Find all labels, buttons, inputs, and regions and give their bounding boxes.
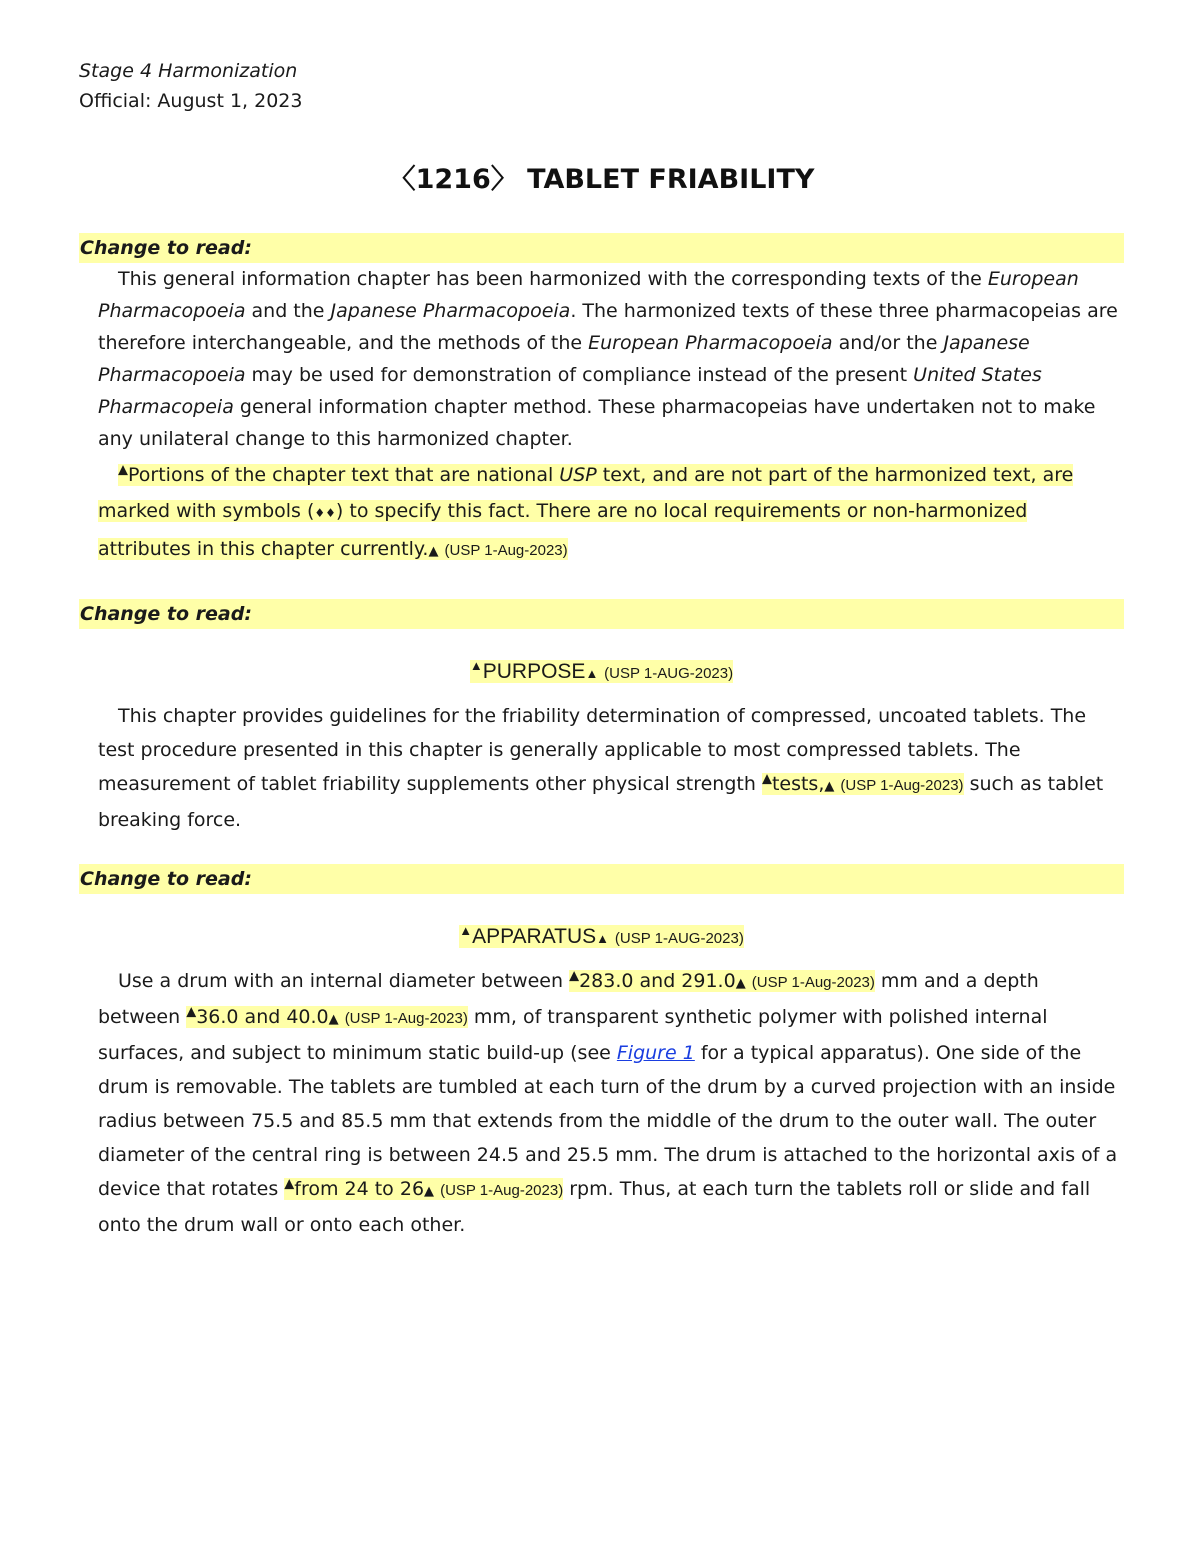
triangle-icon: ▲: [186, 1004, 197, 1020]
diamond-icon: ♦♦: [314, 506, 336, 520]
triangle-icon: ▲: [328, 1012, 339, 1027]
change-to-read-label: Change to read:: [79, 233, 1124, 263]
usp-reference: (USP 1-AUG-2023): [604, 665, 734, 682]
usp-reference: (USP 1-Aug-2023): [444, 542, 568, 559]
triangle-icon: ▲: [735, 976, 746, 991]
triangle-icon: ▲: [118, 462, 128, 478]
usp-reference: (USP 1-Aug-2023): [751, 974, 875, 991]
usp-reference: (USP 1-Aug-2023): [440, 1182, 564, 1199]
national-text-paragraph: ▲Portions of the chapter text that are national USP text, and are not part of the harmonized text, are marked with symbols (♦♦) to specify this fact. There are no local requirements or non-harmonized attributes in this chapter currently.▲ (USP 1-Aug-2023): [98, 462, 1074, 560]
apparatus-heading: ▲APPARATUS▲ (USP 1-AUG-2023): [459, 923, 744, 948]
triangle-icon: ▲: [585, 666, 599, 681]
triangle-icon: ▲: [424, 1184, 435, 1199]
triangle-icon: ▲: [569, 968, 580, 984]
intro-paragraph: This general information chapter has been harmonized with the corresponding texts of the European Pharmacopoeia and the Japanese Pharmacopoeia. The harmonized texts of these three pharmacopeias are therefore interchangeable, and the methods of the European Pharmacopoeia and/or the Japanese Pharmacopoeia may be used for demonstration of compliance instead of the present United States Pharmacopeia general information chapter method. These pharmacopeias have undertaken not to make any unilateral change to this harmonized chapter.: [98, 268, 1118, 450]
triangle-icon: ▲: [284, 1176, 295, 1192]
change-to-read-label: Change to read:: [79, 599, 1124, 629]
triangle-icon: ▲: [596, 931, 610, 946]
triangle-icon: ▲: [459, 923, 473, 938]
triangle-icon: ▲: [824, 779, 835, 794]
official-date: Official: August 1, 2023: [79, 90, 303, 112]
purpose-heading: ▲PURPOSE▲ (USP 1-AUG-2023): [469, 658, 734, 683]
apparatus-paragraph: Use a drum with an internal diameter between ▲283.0 and 291.0▲ (USP 1-Aug-2023) mm and a depth between ▲36.0 and 40.0▲ (USP 1-Aug-2023) mm, of transparent synthetic polymer with polished internal surfaces, and subject to minimum static build-up (see Figure 1 for a typical apparatus). One side of the drum is removable. The tablets are tumbled at each turn of the drum by a curved projection with an inside radius between 75.5 and 85.5 mm that extends from the middle of the drum to the outer wall. The outer diameter of the central ring is between 24.5 and 25.5 mm. The drum is attached to the horizontal axis of a device that rotates ▲from 24 to 26▲ (USP 1-Aug-2023) rpm. Thus, at each turn the tablets roll or slide and fall onto the drum wall or onto each other.: [98, 968, 1118, 1236]
figure-1-link[interactable]: Figure 1: [616, 1042, 695, 1064]
usp-reference: (USP 1-AUG-2023): [614, 930, 744, 947]
page-title: 〈1216〉 TABLET FRIABILITY: [388, 164, 815, 195]
change-to-read-label: Change to read:: [79, 864, 1124, 894]
triangle-icon: ▲: [428, 544, 439, 559]
triangle-icon: ▲: [761, 771, 772, 787]
document-page: [79, 56, 1124, 1242]
triangle-icon: ▲: [469, 658, 483, 673]
stage-label: Stage 4 Harmonization: [79, 60, 298, 82]
usp-reference: (USP 1-Aug-2023): [344, 1010, 468, 1027]
usp-reference: (USP 1-Aug-2023): [840, 777, 964, 794]
purpose-paragraph: This chapter provides guidelines for the friability determination of compressed, uncoated tablets. The test procedure presented in this chapter is generally applicable to most compressed tablets. The measurement of tablet friability supplements other physical strength ▲tests,▲ (USP 1-Aug-2023) such as tablet breaking force.: [98, 705, 1104, 831]
